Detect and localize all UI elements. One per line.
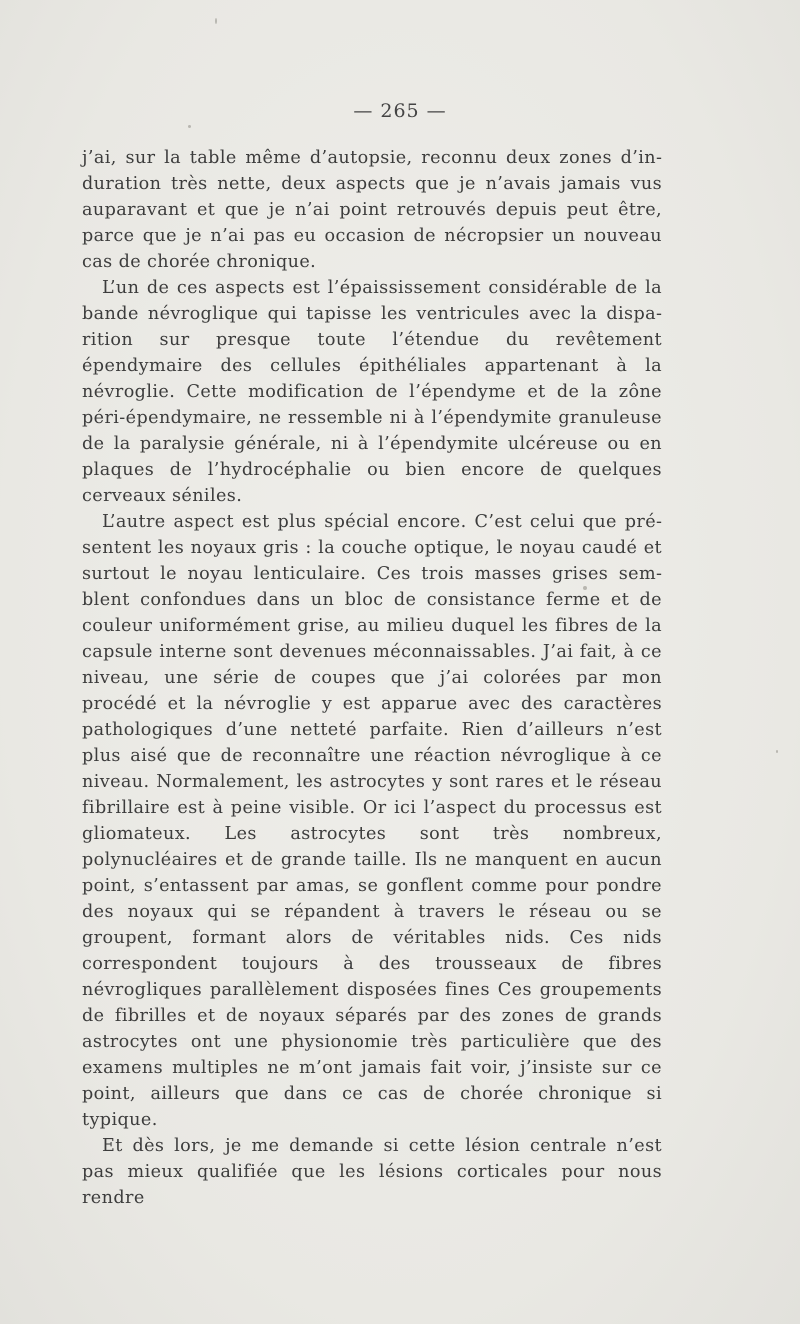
- page-number: — 265 —: [353, 100, 447, 122]
- paper-speck: [583, 586, 587, 590]
- paragraph-4: Et dès lors, je me demande si cette lésion centrale n’est pas mieux qualifiée que les lésions corticales pour nous rendre: [82, 1136, 662, 1208]
- paper-speck: [215, 18, 217, 24]
- paragraph-1: j’ai, sur la table même d’autopsie, reconnu deux zones d’induration très nette, deux aspects que je n’avais jamais vus auparavant et que je n’ai point retrouvés depuis peut être, parce que je n’ai pas eu occasion de nécropsier un nouveau cas de chorée chronique.: [82, 148, 662, 272]
- paragraph-3: L’autre aspect est plus spécial encore. C’est celui que présentent les noyaux gris : la couche optique, le noyau caudé et surtout le noyau lenticulaire. Ces trois masses grises semblent confondues dans un bloc de consistance ferme et de couleur uniformément grise, au milieu duquel les fibres de la capsule interne sont devenues méconnaissables. J’ai fait, à ce niveau, une série de coupes que j’ai colorées par mon procédé et la névroglie y est apparue avec des caractères pathologiques d’une netteté parfaite. Rien d’ailleurs n’est plus aisé que de reconnaître une réaction névroglique à ce niveau. Normalement, les astrocytes y sont rares et le réseau fibrillaire est à peine visible. Or ici l’aspect du processus est gliomateux. Les astrocytes sont très nombreux, polynucléaires et de grande taille. Ils ne manquent en aucun point, s’entassent par amas, se gonflent comme pour pondre des noyaux qui se répandent à travers le réseau ou se groupent, formant alors de véritables nids. Ces nids correspondent toujours à des trousseaux de fibres névrogliques parallèlement disposées fines Ces groupements de fibrilles et de noyaux séparés par des zones de grands astrocytes ont une physionomie très particulière que des examens multiples ne m’ont jamais fait voir, j’insiste sur ce point, ailleurs que dans ce cas de chorée chronique si typique.: [82, 512, 662, 1130]
- paper-speck: [776, 750, 778, 753]
- paragraph-2: L’un de ces aspects est l’épaississement considérable de la bande névroglique qui tapisse les ventricules avec la disparition sur presque toute l’étendue du revêtement épendymaire des cellules épithéliales appartenant à la névroglie. Cette modification de l’épendyme et de la zône péri-épendymaire, ne ressemble ni à l’épendymite granuleuse de la paralysie générale, ni à l’épendymite ulcéreuse ou en plaques de l’hydrocéphalie ou bien encore de quelques cerveaux séniles.: [82, 278, 662, 506]
- body-text: [82, 145, 662, 1211]
- paper-speck: [188, 125, 191, 128]
